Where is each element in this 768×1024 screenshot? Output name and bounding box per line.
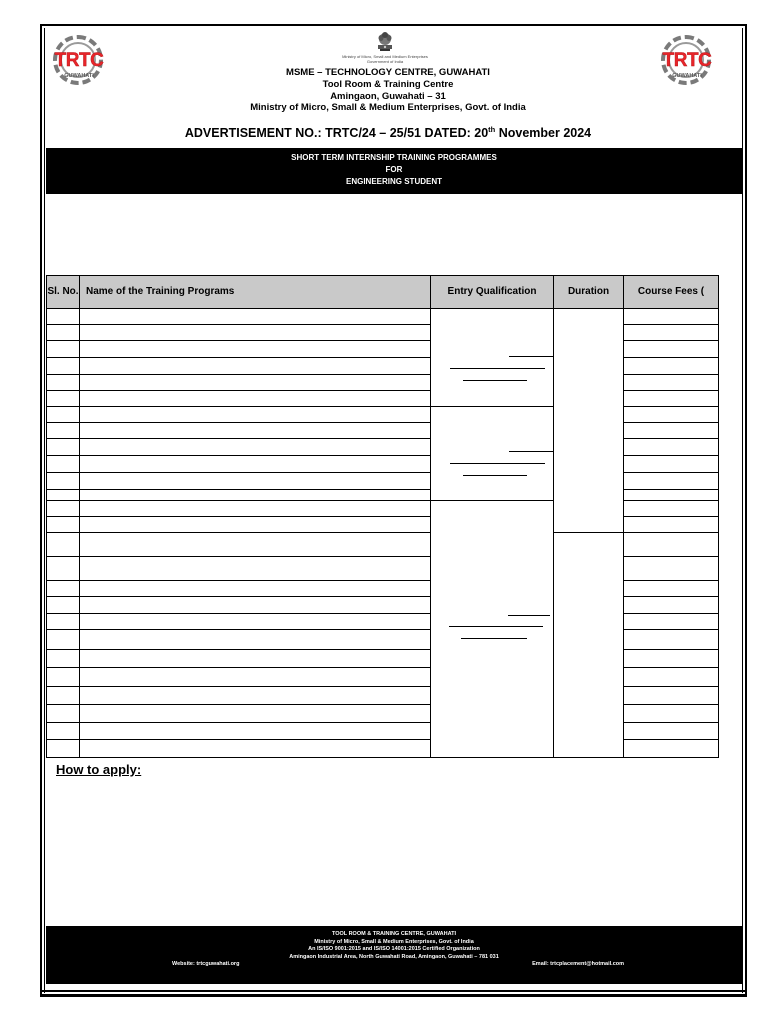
- header-duration: Duration: [554, 276, 624, 309]
- org-address: Amingaon, Guwahati – 31: [330, 91, 446, 102]
- duration-cell: [554, 309, 624, 533]
- entry-qualification-cell: [431, 501, 554, 758]
- footer-email: Email: trtcplacement@hotmail.com: [532, 961, 624, 967]
- header-entry-qualification: Entry Qualification: [431, 276, 554, 309]
- logo-city-text: GUWAHATI: [672, 73, 702, 79]
- how-to-apply-heading: How to apply:: [56, 762, 142, 777]
- logo-brand-text: TRTC: [662, 50, 712, 71]
- logo-city-text: GUWAHATI: [64, 73, 94, 79]
- band-line-3: ENGINEERING STUDENT: [345, 177, 442, 186]
- table-body: [47, 309, 719, 758]
- footer-ministry: Ministry of Micro, Small & Medium Enterprises, Govt. of India: [314, 938, 474, 945]
- footer-org-name: TOOL ROOM & TRAINING CENTRE, GUWAHATI: [331, 931, 457, 937]
- footer-certification: An IS/ISO 9001:2015 and IS/ISO 14001:2015 Certified Organization: [308, 946, 480, 952]
- ministry-line: Ministry of Micro, Small & Medium Enterprises, Govt. of India: [250, 102, 526, 113]
- org-name: MSME – TECHNOLOGY CENTRE, GUWAHATI: [286, 67, 490, 78]
- national-emblem-icon: [374, 30, 396, 52]
- table-row: [47, 533, 719, 557]
- advertisement-number: ADVERTISEMENT NO.: TRTC/24 – 25/51 DATED: 20th November 2024: [184, 125, 592, 141]
- bottom-rule: [40, 990, 747, 992]
- logo-brand-text: TRTC: [54, 50, 104, 71]
- table-header-row: [47, 276, 719, 309]
- entry-qualification-cell: [431, 309, 554, 407]
- entry-qualification-cell: [431, 407, 554, 501]
- footer-address: Amingaon Industrial Area, North Guwahati Road, Amingaon, Guwahati – 781 031: [289, 953, 499, 960]
- table-row: [47, 309, 719, 325]
- header-course-fees: Course Fees (: [624, 276, 719, 309]
- emblem-caption: Ministry of Micro, Small and Medium Enterprises Government of India: [342, 54, 428, 64]
- org-sub-name: Tool Room & Training Centre: [322, 79, 454, 90]
- footer-website: Website: trtcguwahati.org: [172, 961, 240, 967]
- programme-title-band: [46, 148, 742, 194]
- band-line-1: SHORT TERM INTERNSHIP TRAINING PROGRAMMES: [291, 153, 497, 162]
- header-program-name: Name of the Training Programs: [80, 276, 431, 309]
- band-line-2: FOR: [385, 165, 403, 174]
- header-sl-no: Sl. No.: [47, 276, 80, 309]
- training-programs-table: [46, 275, 719, 758]
- duration-cell: [554, 533, 624, 758]
- footer-band: [46, 926, 742, 984]
